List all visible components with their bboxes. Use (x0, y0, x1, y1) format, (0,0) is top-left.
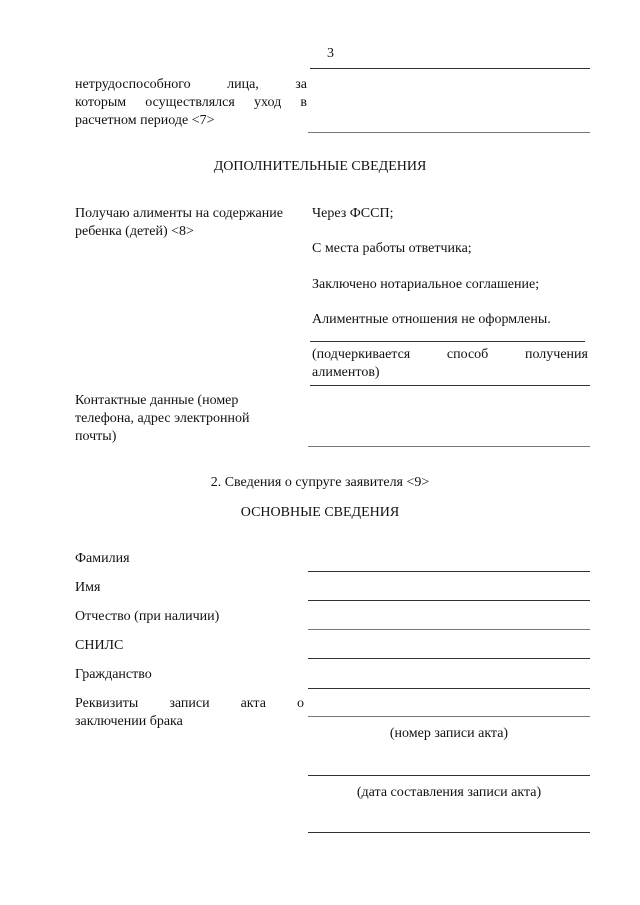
alimony-option-fssp[interactable]: Через ФССП; (312, 206, 394, 221)
record-number-caption: (номер записи акта) (389, 726, 509, 741)
top-label-word: которым (75, 95, 127, 110)
spouse-section-heading: 2. Сведения о супруге заявителя <9> (210, 475, 430, 490)
snils-label: СНИЛС (75, 638, 124, 653)
top-label-word: осуществлялся (145, 95, 235, 110)
spouse-basic-info-title: ОСНОВНЫЕ СВЕДЕНИЯ (240, 505, 400, 520)
alimony-option-notary[interactable]: Заключено нотариальное соглашение; (312, 277, 540, 292)
alimony-label-line-2: ребенка (детей) <8> (75, 224, 194, 239)
snils-field-line[interactable] (308, 658, 590, 659)
marriage-record-word: акта (240, 696, 266, 711)
top-answer-line (310, 68, 590, 69)
additional-info-title: ДОПОЛНИТЕЛЬНЫЕ СВЕДЕНИЯ (213, 159, 427, 174)
marriage-record-word: записи (169, 696, 210, 711)
alimony-hint-bottom-line (310, 385, 590, 386)
alimony-hint-line-2: алиментов) (312, 365, 380, 380)
contact-answer-line[interactable] (308, 446, 590, 447)
marriage-record-label-line-1 (75, 695, 304, 713)
alimony-label-line-1: Получаю алименты на содержание (75, 206, 283, 221)
marriage-record-word: Реквизиты (75, 696, 139, 711)
patronymic-field-line[interactable] (308, 629, 590, 630)
alimony-underline (310, 341, 585, 342)
top-label-word: за (295, 77, 307, 92)
alimony-option-employer[interactable]: С места работы ответчика; (312, 241, 472, 256)
alimony-hint-word: (подчеркивается (312, 347, 411, 362)
surname-field-line[interactable] (308, 571, 590, 572)
record-date-field-line[interactable] (308, 775, 590, 776)
name-field-line[interactable] (308, 600, 590, 601)
surname-label: Фамилия (75, 551, 130, 566)
alimony-option-none[interactable]: Алиментные отношения не оформлены. (312, 312, 551, 327)
top-answer-field-line[interactable] (308, 132, 590, 133)
record-date-caption: (дата составления записи акта) (356, 785, 542, 800)
top-label-word: лица, (227, 77, 259, 92)
top-label-line-3: расчетном периоде <7> (75, 113, 215, 128)
top-label-word: в (300, 95, 307, 110)
patronymic-label: Отчество (при наличии) (75, 609, 220, 624)
top-label-word: уход (254, 95, 282, 110)
top-label-line-1 (75, 76, 307, 94)
marriage-record-word: о (296, 696, 304, 711)
alimony-hint-line-1 (312, 346, 588, 364)
citizenship-label: Гражданство (75, 667, 152, 682)
top-label-line-2 (75, 94, 307, 112)
bottom-field-line[interactable] (308, 832, 590, 833)
alimony-hint-word: получения (525, 347, 588, 362)
alimony-hint-word: способ (446, 347, 489, 362)
citizenship-field-line[interactable] (308, 688, 590, 689)
page-number: 3 (327, 46, 334, 61)
contact-label: Контактные данные (номер телефона, адрес электронной почты) (75, 393, 250, 444)
top-label-word: нетрудоспособного (75, 77, 191, 92)
record-number-field-line[interactable] (308, 716, 590, 717)
marriage-record-label-line-2: заключении брака (75, 714, 183, 729)
name-label: Имя (75, 580, 101, 595)
